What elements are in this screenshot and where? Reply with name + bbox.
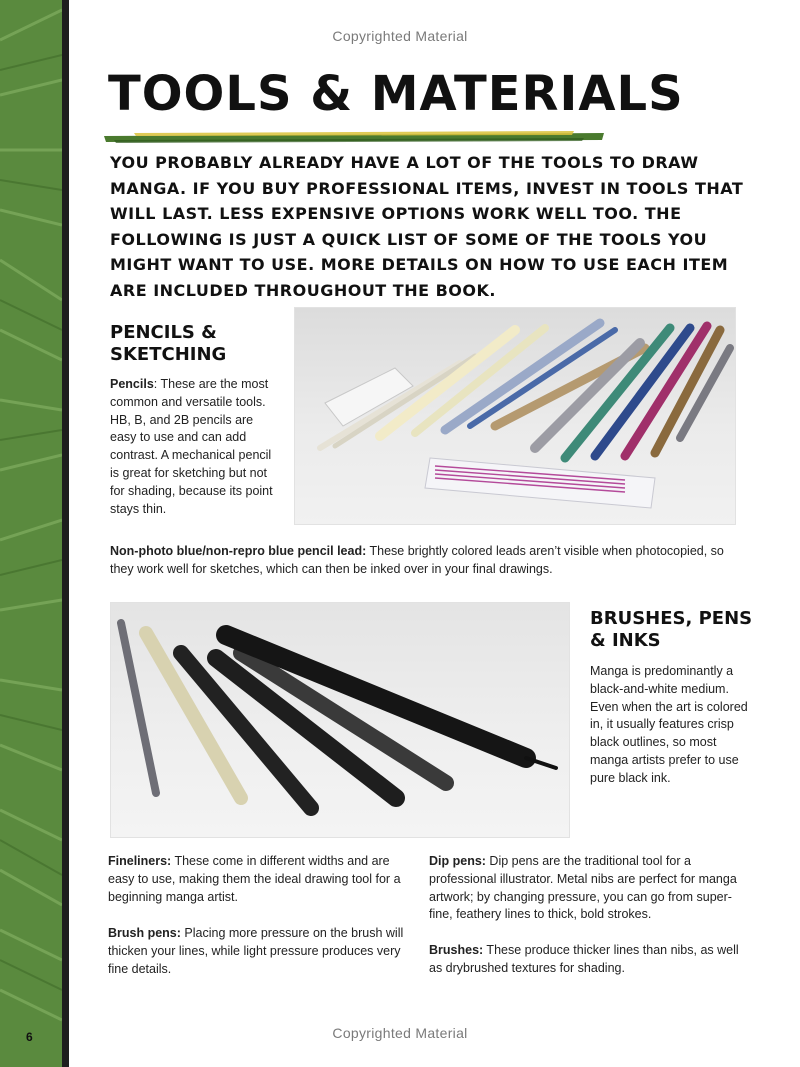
intro-paragraph: YOU PROBABLY ALREADY HAVE A LOT OF THE TOOLS TO DRAW MANGA. IF YOU BUY PROFESSIONAL ITEMS, INVEST IN TOOLS THAT WILL LAST. LESS EXPENSIVE OPTIONS WORK WELL TOO. THE FOLLOWING IS JUST A QUICK LIST OF SOME OF THE TOOLS YOU MIGHT WANT TO USE. MORE DETAILS ON HOW TO USE EACH ITEM ARE INCLUDED THROUGHOUT THE BOOK.: [110, 153, 744, 300]
brushes-intro-paragraph: Manga is predominantly a black-and-white medium. Even when the art is colored in, it usually features crisp black outlines, so most manga artists prefer to use pure black ink.: [590, 664, 748, 785]
brush-pens-label: Brush pens:: [108, 926, 181, 940]
page-number: 6: [26, 1030, 33, 1044]
pencils-label: Pencils: [110, 377, 154, 391]
page-title: TOOLS & MATERIALS: [108, 66, 684, 122]
lead-case: [425, 458, 655, 508]
pencils-photo: [294, 307, 736, 525]
pencils-paragraph: [110, 376, 274, 518]
dip-pens-paragraph: [429, 853, 739, 924]
copyright-notice-bottom: Copyrighted Material: [332, 1025, 468, 1041]
pencil-lead-label: Non-photo blue/non-repro blue pencil lead:: [110, 544, 367, 558]
pencils-text: : These are the most common and versatile tools. HB, B, and 2B pencils are easy to use and can add contrast. A mechanical pencil is great for sketching but not for shading, because its point stays thin.: [110, 377, 273, 516]
brushes-text: These produce thicker lines than nibs, as well as drybrushed textures for shading.: [429, 943, 739, 975]
brush-pens-text: Placing more pressure on the brush will thicken your lines, while light pressure produces very fine details.: [108, 926, 404, 976]
pencils-sketching-heading: PENCILS & SKETCHING: [110, 322, 227, 365]
brush-pens-paragraph: [108, 925, 408, 978]
brushes-pens-photo: [110, 602, 570, 838]
green-sidebar-decoration: [0, 0, 62, 1067]
fineliners-label: Fineliners:: [108, 854, 172, 868]
brushes-pens-inks-heading: BRUSHES, PENS & INKS: [590, 608, 753, 651]
title-underline-brushstroke: [104, 130, 604, 144]
copyright-notice-top: Copyrighted Material: [332, 28, 468, 44]
pencil-lead-paragraph: [110, 543, 750, 579]
dip-pens-label: Dip pens:: [429, 854, 486, 868]
dip-pens-text: Dip pens are the traditional tool for a professional illustrator. Metal nibs are perfect for manga artwork; by changing pressure, you can go from super-fine, feathery lines to thick, bold strokes.: [429, 854, 737, 922]
brushes-label: Brushes:: [429, 943, 484, 957]
brushes-paragraph: [429, 942, 739, 978]
fineliners-text: These come in different widths and are easy to use, making them the ideal drawing tool for a beginning manga artist.: [108, 854, 401, 904]
sidebar-edge: [62, 0, 69, 1067]
pencil-lead-text: These brightly colored leads aren’t visible when photocopied, so they work well for sketches, which can then be inked over in your final drawings.: [110, 544, 724, 576]
fineliners-paragraph: [108, 853, 408, 906]
